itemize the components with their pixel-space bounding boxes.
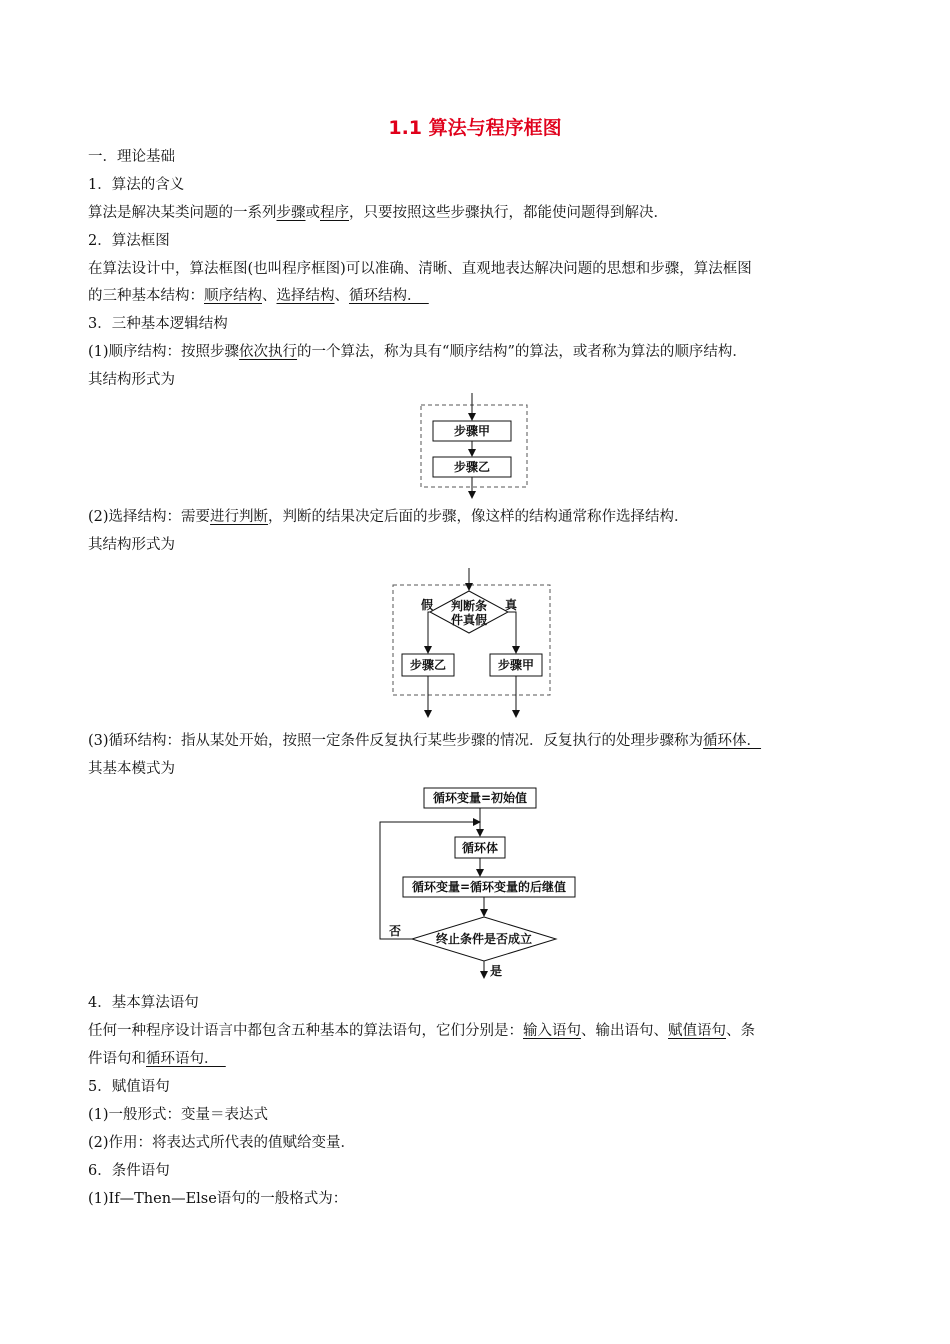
true-branch-arrow (508, 612, 516, 653)
underlined-term: 循环语句． (146, 1051, 219, 1067)
page-title: 1.1 算法与程序框图 (388, 117, 562, 139)
text: (2)选择结构：需要 (88, 509, 211, 525)
text: 件语句和 (88, 1051, 146, 1067)
text: 、 (334, 288, 349, 304)
underlined-term: 依次执行 (239, 344, 298, 360)
form-label: 其结构形式为 (88, 372, 175, 388)
false-label: 假 (420, 598, 434, 612)
loop-form-label: 其基本模式为 (88, 761, 175, 777)
underlined-term: 选择结构 (276, 288, 335, 304)
false-branch-arrow (428, 612, 430, 653)
left-step-label: 步骤乙 (409, 658, 447, 672)
text: 、输出语句、 (581, 1023, 668, 1039)
section-heading: 一．理论基础 (88, 149, 175, 165)
text: (1)顺序结构：按照步骤 (88, 344, 240, 360)
update-label: 循环变量=循环变量的后继值 (411, 880, 567, 894)
heading-algorithm-meaning: 1．算法的含义 (88, 177, 185, 193)
right-step-label: 步骤甲 (497, 658, 535, 672)
no-label: 否 (388, 924, 402, 938)
heading-flowchart: 2．算法框图 (88, 233, 170, 249)
heading-assignment: 5．赋值语句 (88, 1079, 170, 1095)
text: 、 (262, 288, 277, 304)
form-label: 其结构形式为 (88, 537, 175, 553)
heading-basic-statements: 4．基本算法语句 (88, 995, 199, 1011)
text: 任何一种程序设计语言中都包含五种基本的算法语句，它们分别是： (88, 1023, 523, 1039)
text: (3)循环结构：指从某处开始，按照一定条件反复执行某些步骤的情况．反复执行的处理步骤称为 (88, 733, 704, 749)
decision-label-line2: 件真假 (450, 613, 488, 627)
underlined-term: 赋值语句 (668, 1023, 726, 1039)
loop-flowchart (380, 788, 575, 978)
assignment-form: (1)一般形式：变量＝表达式 (88, 1107, 269, 1123)
underlined-term: 顺序结构 (204, 288, 262, 304)
step1-label: 步骤甲 (453, 424, 491, 438)
paragraph-flowchart-line1: 在算法设计中，算法框图(也叫程序框图)可以准确、清晰、直观地表达解决问题的思想和步骤，算法框图 (88, 261, 752, 277)
heading-conditional: 6．条件语句 (88, 1163, 170, 1179)
text: 算法是解决某类问题的一系列 (88, 205, 277, 221)
sequence-flowchart (421, 393, 527, 498)
assignment-purpose: (2)作用：将表达式所代表的值赋给变量． (88, 1135, 356, 1151)
underlined-term: 循环结构． (349, 288, 422, 304)
text: ，只要按照这些步骤执行，都能使问题得到解决． (349, 205, 668, 221)
underlined-term: 步骤 (276, 205, 306, 221)
step2-label: 步骤乙 (453, 460, 491, 474)
text: 的一个算法，称为具有“顺序结构”的算法，或者称为算法的顺序结构． (297, 344, 747, 360)
text: 的三种基本结构： (88, 288, 204, 304)
underlined-term: 进行判断 (210, 509, 269, 525)
underlined-term: 循环体． (703, 733, 762, 749)
init-label: 循环变量=初始值 (432, 791, 528, 805)
heading-logic-structures: 3．三种基本逻辑结构 (88, 316, 228, 332)
body-label: 循环体 (461, 841, 499, 855)
true-label: 真 (504, 598, 518, 612)
decision-label-line1: 判断条 (450, 599, 488, 613)
text: 或 (305, 205, 320, 221)
if-then-else-format: (1)If—Then—Else语句的一般格式为： (88, 1191, 348, 1207)
selection-flowchart (393, 568, 550, 717)
underlined-term: 输入语句 (523, 1023, 581, 1039)
yes-label: 是 (489, 964, 503, 978)
condition-label: 终止条件是否成立 (435, 932, 533, 946)
underlined-term: 程序 (320, 205, 349, 221)
text: 、条 (726, 1023, 755, 1039)
text: ，判断的结果决定后面的步骤，像这样的结构通常称作选择结构． (268, 509, 689, 525)
